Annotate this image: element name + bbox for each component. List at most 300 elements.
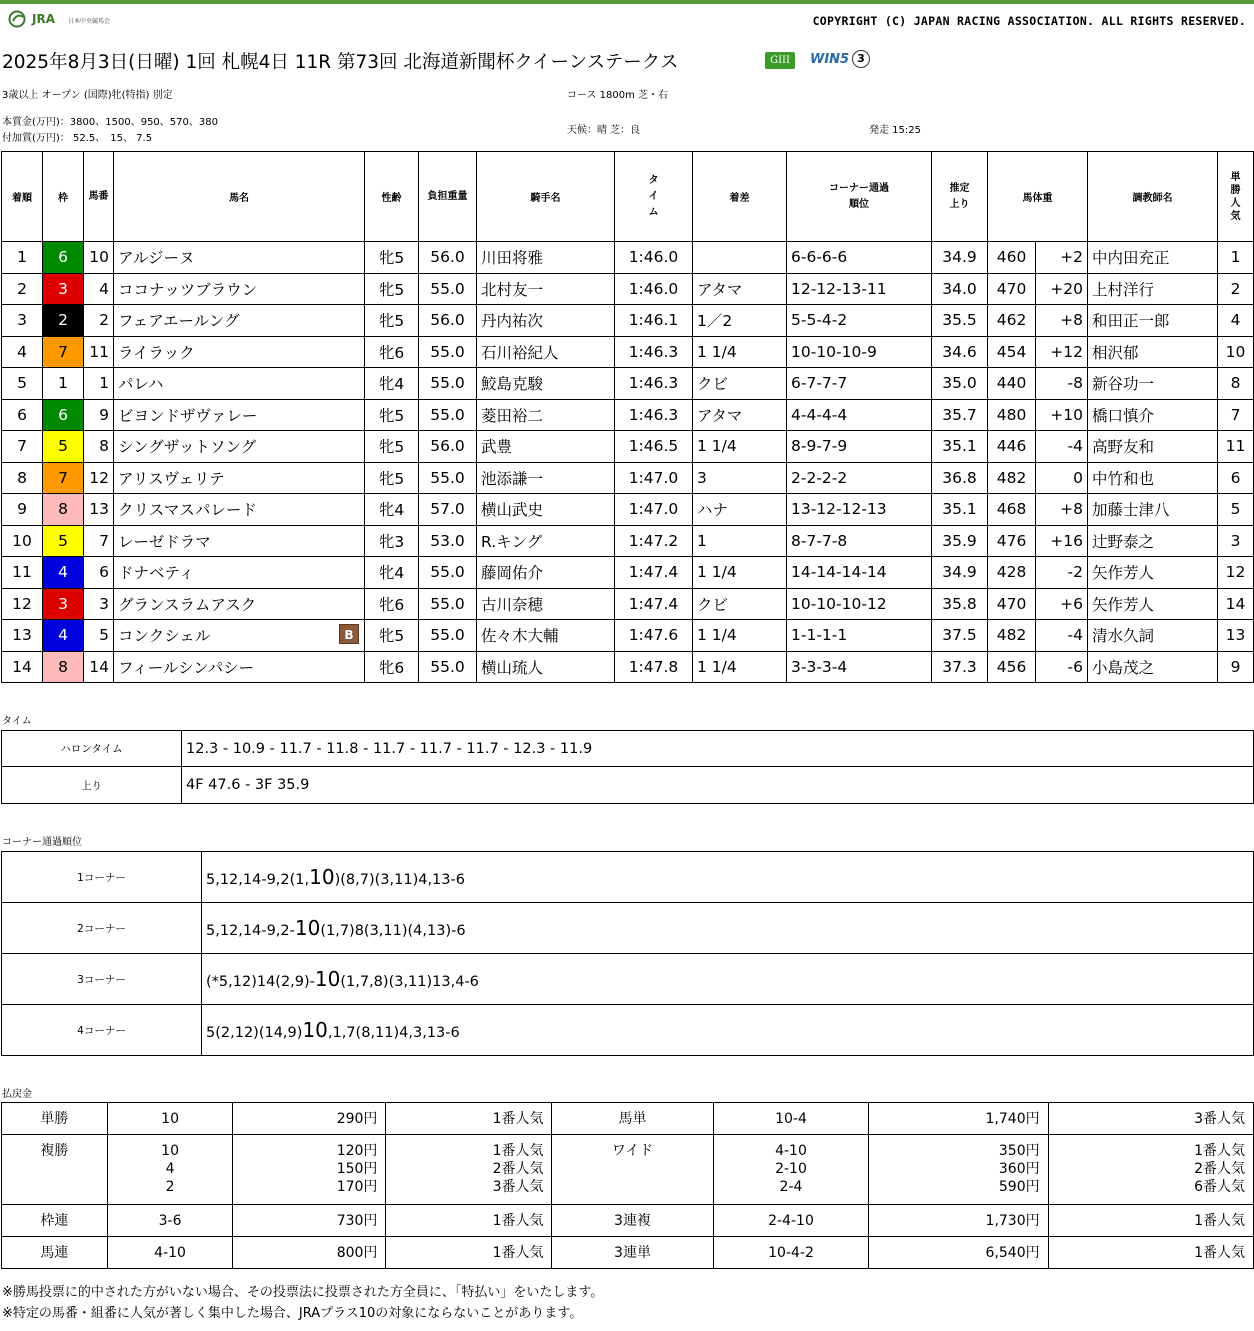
bet-combo-value: 4 (165, 1161, 175, 1177)
last-3f: 35.8 (932, 588, 988, 620)
corner-order (202, 1005, 1254, 1056)
col-last3f: 推定上り (932, 152, 988, 242)
bet-popularity-value: 1番人気 (1194, 1213, 1245, 1229)
bet-amount (869, 1205, 1048, 1237)
waku-badge: 2 (43, 305, 84, 337)
corner-order (202, 903, 1254, 954)
corner-label: 3コーナー (2, 954, 202, 1005)
body-weight-diff: +8 (1036, 494, 1088, 526)
result-row (2, 336, 1254, 368)
bet-combo-value: 10-4-2 (768, 1245, 814, 1261)
jockey-name[interactable]: 池添謙一 (477, 462, 615, 494)
carried-weight: 55.0 (419, 336, 477, 368)
popularity: 8 (1218, 368, 1254, 400)
weather: 天候：晴 芝：良 (567, 125, 641, 136)
start-time: 発走 15:25 (869, 125, 921, 136)
body-weight-diff: +2 (1036, 242, 1088, 274)
result-row (2, 399, 1254, 431)
popularity: 5 (1218, 494, 1254, 526)
furlong-times: 12.3 - 10.9 - 11.7 - 11.8 - 11.7 - 11.7 - 11.7 - 12.3 - 11.9 (182, 731, 1254, 767)
corner-winner: 10 (294, 916, 321, 940)
jockey-name[interactable]: 北村友一 (477, 273, 615, 305)
corner-order (202, 954, 1254, 1005)
last-3f: 34.9 (932, 242, 988, 274)
bet-amount-value: 6,540円 (985, 1245, 1040, 1261)
corner-positions: 3-3-3-4 (787, 651, 932, 683)
popularity: 2 (1218, 273, 1254, 305)
body-weight-diff: +6 (1036, 588, 1088, 620)
horse-name-cell (114, 525, 365, 557)
bet-amount (233, 1103, 386, 1135)
trainer-name[interactable]: 加藤士津八 (1088, 494, 1218, 526)
sex-age: 牝4 (365, 368, 419, 400)
rank: 11 (2, 557, 43, 589)
last-3f: 35.9 (932, 525, 988, 557)
bet-amount (869, 1237, 1048, 1269)
rank: 2 (2, 273, 43, 305)
col-jockey: 騎手名 (477, 152, 615, 242)
col-rank: 着順 (2, 152, 43, 242)
finish-time: 1:46.0 (615, 273, 693, 305)
waku-badge: 8 (43, 494, 84, 526)
bet-combo (107, 1237, 233, 1269)
jockey-name[interactable]: 横山琉人 (477, 651, 615, 683)
bet-amount (869, 1103, 1048, 1135)
bet-popularity-value: 2番人気 (1194, 1161, 1245, 1177)
trainer-name[interactable]: 中竹和也 (1088, 462, 1218, 494)
carried-weight: 55.0 (419, 399, 477, 431)
margin: 1／2 (693, 305, 787, 337)
horse-name[interactable]: アリスヴェリテ (118, 469, 225, 488)
body-weight-diff: -8 (1036, 368, 1088, 400)
result-row (2, 242, 1254, 274)
bet-popularity (1048, 1103, 1253, 1135)
corner-order (202, 852, 1254, 903)
margin: ハナ (693, 494, 787, 526)
sex-age: 牝5 (365, 462, 419, 494)
last-3f: 37.3 (932, 651, 988, 683)
grade-badge: GIII (765, 52, 795, 69)
finish-time: 1:46.1 (615, 305, 693, 337)
carried-weight: 55.0 (419, 651, 477, 683)
popularity: 13 (1218, 620, 1254, 652)
body-weight: 446 (988, 431, 1036, 463)
payout-row (2, 1237, 1254, 1269)
carried-weight: 55.0 (419, 368, 477, 400)
bet-combo-value: 2-10 (775, 1161, 807, 1177)
bet-amount (233, 1205, 386, 1237)
result-row (2, 557, 1254, 589)
last-3f: 34.6 (932, 336, 988, 368)
rank: 7 (2, 431, 43, 463)
bet-type: 複勝 (2, 1135, 108, 1205)
rank: 12 (2, 588, 43, 620)
bet-combo-value: 4-10 (775, 1143, 807, 1159)
jockey-name[interactable]: 武豊 (477, 431, 615, 463)
popularity: 12 (1218, 557, 1254, 589)
corner-order-post: ,1,7(8,11)4,3,13-6 (327, 1025, 460, 1041)
waku-badge: 5 (43, 431, 84, 463)
furlong-row (2, 731, 1254, 767)
bet-combo-value: 2 (165, 1179, 175, 1195)
bet-popularity-value: 1番人気 (1194, 1143, 1245, 1159)
sex-age: 牝5 (365, 305, 419, 337)
bet-type: 枠連 (2, 1205, 108, 1237)
col-num: 馬番 (84, 152, 114, 242)
bet-popularity-value: 1番人気 (1194, 1245, 1245, 1261)
rank: 3 (2, 305, 43, 337)
horse-name-cell (114, 651, 365, 683)
sex-age: 牝4 (365, 557, 419, 589)
body-weight-diff: +10 (1036, 399, 1088, 431)
last-3f: 35.0 (932, 368, 988, 400)
body-weight: 482 (988, 620, 1036, 652)
result-row (2, 494, 1254, 526)
finish-time: 1:47.2 (615, 525, 693, 557)
horse-name[interactable]: グランスラムアスク (118, 595, 257, 614)
carried-weight: 53.0 (419, 525, 477, 557)
horse-name-cell (114, 494, 365, 526)
sex-age: 牝5 (365, 431, 419, 463)
body-weight: 460 (988, 242, 1036, 274)
col-trainer: 調教師名 (1088, 152, 1218, 242)
trainer-name[interactable]: 高野友和 (1088, 431, 1218, 463)
corner-order-post: (1,7,8)(3,11)13,4-6 (340, 974, 479, 990)
jockey-name[interactable]: 古川奈穂 (477, 588, 615, 620)
waku-badge: 4 (43, 620, 84, 652)
horse-name-cell (114, 462, 365, 494)
bet-combo (107, 1103, 233, 1135)
last-3f: 37.5 (932, 620, 988, 652)
body-weight-diff: -4 (1036, 431, 1088, 463)
corner-positions: 6-6-6-6 (787, 242, 932, 274)
jockey-name[interactable]: 川田将雅 (477, 242, 615, 274)
bet-popularity (1048, 1135, 1253, 1205)
added-prize: 付加賞(万円)： 52.5、 15、 7.5 (2, 133, 153, 144)
corner-row (2, 852, 1254, 903)
horse-number: 14 (84, 651, 114, 683)
margin: 1 1/4 (693, 620, 787, 652)
corner-positions: 12-12-13-11 (787, 273, 932, 305)
bet-combo (713, 1205, 869, 1237)
payout-row (2, 1205, 1254, 1237)
bet-popularity-value: 2番人気 (492, 1161, 544, 1177)
col-sexage: 性齢 (365, 152, 419, 242)
bet-type: 馬単 (552, 1103, 713, 1135)
last-3f: 35.7 (932, 399, 988, 431)
margin: 1 1/4 (693, 557, 787, 589)
bet-amount-value: 170円 (336, 1179, 378, 1195)
body-weight-diff: -4 (1036, 620, 1088, 652)
col-corner: コーナー通過順位 (787, 152, 932, 242)
jockey-name[interactable]: R.キング (477, 525, 615, 557)
horse-number: 12 (84, 462, 114, 494)
bet-type: 3連単 (552, 1237, 713, 1269)
sex-age: 牝6 (365, 588, 419, 620)
corner-positions: 4-4-4-4 (787, 399, 932, 431)
corner-order-post: )(8,7)(3,11)4,13-6 (334, 872, 465, 888)
finish-time: 1:46.5 (615, 431, 693, 463)
popularity: 14 (1218, 588, 1254, 620)
win5-badge: WIN5 (810, 52, 850, 67)
rank: 6 (2, 399, 43, 431)
rank: 13 (2, 620, 43, 652)
horse-name[interactable]: レーゼドラマ (118, 532, 211, 551)
horse-name-cell (114, 588, 365, 620)
horse-number: 13 (84, 494, 114, 526)
waku-badge: 4 (43, 557, 84, 589)
body-weight: 470 (988, 273, 1036, 305)
trainer-name[interactable]: 和田正一郎 (1088, 305, 1218, 337)
margin: クビ (693, 588, 787, 620)
bet-popularity (386, 1237, 552, 1269)
popularity: 7 (1218, 399, 1254, 431)
finish-time: 1:46.3 (615, 368, 693, 400)
popularity: 4 (1218, 305, 1254, 337)
trainer-name[interactable]: 清水久詞 (1088, 620, 1218, 652)
result-row (2, 462, 1254, 494)
bet-combo (107, 1135, 233, 1205)
payout-row (2, 1135, 1254, 1205)
horse-name[interactable]: ライラック (118, 343, 195, 362)
finish-time: 1:46.3 (615, 336, 693, 368)
carried-weight: 55.0 (419, 273, 477, 305)
waku-badge: 6 (43, 242, 84, 274)
corner-row (2, 903, 1254, 954)
bet-combo-value: 3-6 (158, 1213, 182, 1229)
body-weight-diff: -2 (1036, 557, 1088, 589)
carried-weight: 56.0 (419, 242, 477, 274)
last-3f: 34.9 (932, 557, 988, 589)
finish-time: 1:46.0 (615, 242, 693, 274)
trainer-name[interactable]: 矢作芳人 (1088, 557, 1218, 589)
margin: 1 (693, 525, 787, 557)
bet-popularity-value: 1番人気 (492, 1245, 544, 1261)
horse-name[interactable]: コンクシェル (118, 627, 211, 646)
popularity: 1 (1218, 242, 1254, 274)
bet-amount-value: 800円 (336, 1245, 378, 1261)
horse-name-cell (114, 557, 365, 589)
sex-age: 牝6 (365, 651, 419, 683)
rank: 8 (2, 462, 43, 494)
bet-popularity (386, 1103, 552, 1135)
corner-order-pre: 5,12,14-9,2- (206, 923, 295, 939)
horse-name[interactable]: パレハ (118, 375, 164, 394)
corner-winner: 10 (314, 967, 341, 991)
horse-name-cell (114, 305, 365, 337)
payout-table (1, 1102, 1254, 1269)
bet-amount-value: 1,740円 (985, 1111, 1040, 1127)
horse-name[interactable]: シングザットソング (118, 438, 257, 457)
corner-positions: 13-12-12-13 (787, 494, 932, 526)
finish-time: 1:47.8 (615, 651, 693, 683)
waku-badge: 7 (43, 336, 84, 368)
sex-age: 牝6 (365, 336, 419, 368)
bet-popularity-value: 1番人気 (492, 1111, 544, 1127)
bet-amount-value: 120円 (336, 1143, 378, 1159)
corner-positions: 1-1-1-1 (787, 620, 932, 652)
body-weight: 468 (988, 494, 1036, 526)
time-table (1, 730, 1254, 804)
carried-weight: 55.0 (419, 588, 477, 620)
payout-row (2, 1103, 1254, 1135)
win5-leg: 3 (852, 50, 870, 68)
payout-section-label: 払戻金 (2, 1089, 32, 1100)
horse-name[interactable]: フェアエールング (118, 312, 240, 331)
results-table (1, 151, 1254, 683)
trainer-name[interactable]: 辻野泰之 (1088, 525, 1218, 557)
bet-popularity (386, 1205, 552, 1237)
jockey-name[interactable]: 丹内祐次 (477, 305, 615, 337)
bet-combo-value: 4-10 (154, 1245, 186, 1261)
corner-row (2, 1005, 1254, 1056)
corner-order-pre: 5,12,14-9,2(1, (206, 872, 310, 888)
trainer-name[interactable]: 橋口慎介 (1088, 399, 1218, 431)
body-weight-diff: 0 (1036, 462, 1088, 494)
corner-positions: 10-10-10-9 (787, 336, 932, 368)
corner-positions: 8-7-7-8 (787, 525, 932, 557)
finish-time: 1:47.0 (615, 462, 693, 494)
horse-name-cell (114, 431, 365, 463)
jockey-name[interactable]: 石川裕紀人 (477, 336, 615, 368)
horse-name[interactable]: ドナベティ (118, 564, 195, 583)
note-2: ※特定の馬番・組番に人気が著しく集中した場合、JRAプラス10の対象にならないことがあります。 (2, 1306, 583, 1321)
finish-time: 1:47.4 (615, 588, 693, 620)
sex-age: 牝3 (365, 525, 419, 557)
agari-row (2, 767, 1254, 804)
trainer-name[interactable]: 中内田充正 (1088, 242, 1218, 274)
last-3f: 35.1 (932, 494, 988, 526)
col-pop: 単勝人気 (1218, 152, 1254, 242)
jra-logo: JRA (32, 12, 55, 26)
trainer-name[interactable]: 小島茂之 (1088, 651, 1218, 683)
popularity: 3 (1218, 525, 1254, 557)
last-3f: 35.5 (932, 305, 988, 337)
horse-number: 5 (84, 620, 114, 652)
jra-logo-sub: 日本中央競馬会 (68, 18, 111, 25)
horse-name-cell (114, 620, 365, 652)
finish-time: 1:47.0 (615, 494, 693, 526)
finish-time: 1:47.4 (615, 557, 693, 589)
blinker-icon: B (339, 624, 359, 644)
jockey-name[interactable]: 菱田裕二 (477, 399, 615, 431)
trainer-name[interactable]: 新谷功一 (1088, 368, 1218, 400)
bet-amount-value: 1,730円 (985, 1213, 1040, 1229)
bet-amount-value: 150円 (336, 1161, 378, 1177)
body-weight: 480 (988, 399, 1036, 431)
horse-name-cell (114, 242, 365, 274)
result-row (2, 620, 1254, 652)
result-row (2, 368, 1254, 400)
corner-winner: 10 (309, 865, 335, 889)
col-margin: 着差 (693, 152, 787, 242)
horse-name[interactable]: ココナッツブラウン (118, 280, 258, 299)
furlong-label: ハロンタイム (2, 731, 182, 767)
body-weight-diff: +20 (1036, 273, 1088, 305)
margin: 3 (693, 462, 787, 494)
bet-amount (233, 1237, 386, 1269)
horse-name[interactable]: ビヨンドザヴァレー (118, 406, 258, 425)
body-weight: 456 (988, 651, 1036, 683)
horse-number: 2 (84, 305, 114, 337)
bet-combo (107, 1205, 233, 1237)
body-weight: 454 (988, 336, 1036, 368)
popularity: 6 (1218, 462, 1254, 494)
horse-name-cell (114, 273, 365, 305)
corner-order-pre: (*5,12)14(2,9)- (206, 974, 315, 990)
horse-number: 10 (84, 242, 114, 274)
waku-badge: 3 (43, 588, 84, 620)
waku-badge: 6 (43, 399, 84, 431)
horse-name-cell (114, 399, 365, 431)
horse-name[interactable]: フィールシンパシー (118, 658, 255, 677)
last-3f: 36.8 (932, 462, 988, 494)
corner-positions: 8-9-7-9 (787, 431, 932, 463)
body-weight: 462 (988, 305, 1036, 337)
trainer-name[interactable]: 相沢郁 (1088, 336, 1218, 368)
bet-amount (233, 1135, 386, 1205)
bet-type: 馬連 (2, 1237, 108, 1269)
body-weight: 470 (988, 588, 1036, 620)
corner-positions: 6-7-7-7 (787, 368, 932, 400)
bet-amount-value: 350円 (998, 1143, 1040, 1159)
corner-positions: 10-10-10-12 (787, 588, 932, 620)
horse-name-cell (114, 368, 365, 400)
results-header (2, 152, 1254, 242)
corner-positions: 5-5-4-2 (787, 305, 932, 337)
sex-age: 牝5 (365, 620, 419, 652)
jockey-name[interactable]: 藤岡佑介 (477, 557, 615, 589)
body-weight: 428 (988, 557, 1036, 589)
horse-number: 6 (84, 557, 114, 589)
trainer-name[interactable]: 矢作芳人 (1088, 588, 1218, 620)
col-horse: 馬名 (114, 152, 365, 242)
prize-money: 本賞金(万円)：3800、1500、950、570、380 (2, 117, 218, 128)
col-weight: 負担重量 (419, 152, 477, 242)
jockey-name[interactable]: 鮫島克駿 (477, 368, 615, 400)
horse-number: 3 (84, 588, 114, 620)
corner-positions: 2-2-2-2 (787, 462, 932, 494)
trainer-name[interactable]: 上村洋行 (1088, 273, 1218, 305)
race-conditions: 3歳以上 オープン (国際)牝(特指) 別定 (2, 90, 173, 101)
horse-name[interactable]: アルジーヌ (118, 249, 195, 268)
corner-winner: 10 (302, 1018, 328, 1042)
jockey-name[interactable]: 佐々木大輔 (477, 620, 615, 652)
bet-combo-value: 10-4 (775, 1111, 807, 1127)
rank: 9 (2, 494, 43, 526)
sex-age: 牝5 (365, 242, 419, 274)
jockey-name[interactable]: 横山武史 (477, 494, 615, 526)
bet-combo-value: 10 (161, 1111, 179, 1127)
result-row (2, 305, 1254, 337)
col-waku: 枠 (43, 152, 84, 242)
corner-label: 1コーナー (2, 852, 202, 903)
horse-number: 8 (84, 431, 114, 463)
carried-weight: 55.0 (419, 557, 477, 589)
corner-order-pre: 5(2,12)(14,9) (206, 1025, 303, 1041)
rank: 5 (2, 368, 43, 400)
result-row (2, 651, 1254, 683)
margin: 1 1/4 (693, 431, 787, 463)
bet-combo-value: 10 (161, 1143, 179, 1159)
rank: 1 (2, 242, 43, 274)
agari-label: 上り (2, 767, 182, 804)
bet-combo (713, 1237, 869, 1269)
rank: 4 (2, 336, 43, 368)
margin: 1 1/4 (693, 651, 787, 683)
horse-name[interactable]: クリスマスパレード (118, 501, 257, 520)
body-weight-diff: +8 (1036, 305, 1088, 337)
